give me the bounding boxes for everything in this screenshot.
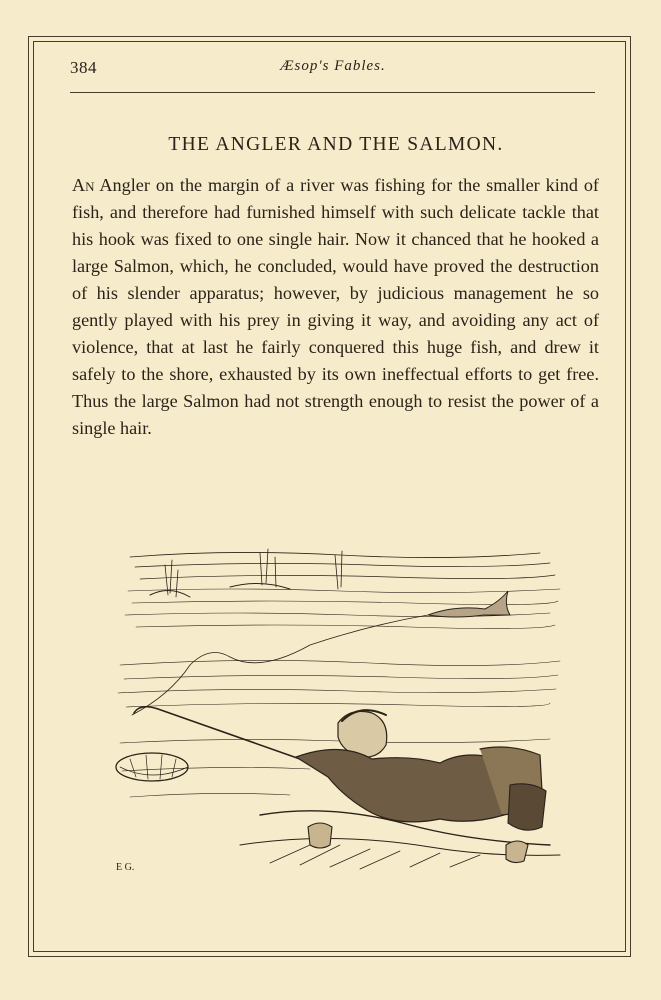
lead-word: An: [72, 175, 95, 195]
engraving: [110, 545, 565, 880]
angler-illustration: [110, 545, 565, 880]
running-head: [70, 58, 596, 84]
fable-body: Angler on the margin of a river was fishing for the smaller kind of fish, and therefore had furnished himself with such delicate tackle that his hook was fixed to one single hair. Now it chanced that he hooked a large Salmon, which, he concluded, would have proved the destruction of his slender apparatus; however, by judicious management he so gently played with his prey in giving it way, and avoiding any act of violence, that at last he fairly conquered this huge fish, and drew it safely to the shore, exhausted by its own ineffectual efforts to get free. Thus the large Salmon had not strength enough to resist the power of a single hair.: [72, 175, 599, 438]
running-title: Æsop's Fables.: [280, 58, 386, 74]
artist-signature: E G.: [116, 862, 135, 873]
fable-text: [72, 172, 599, 442]
fable-title: THE ANGLER AND THE SALMON.: [168, 134, 504, 155]
header-rule: [70, 92, 595, 93]
page-number: 384: [70, 58, 97, 77]
